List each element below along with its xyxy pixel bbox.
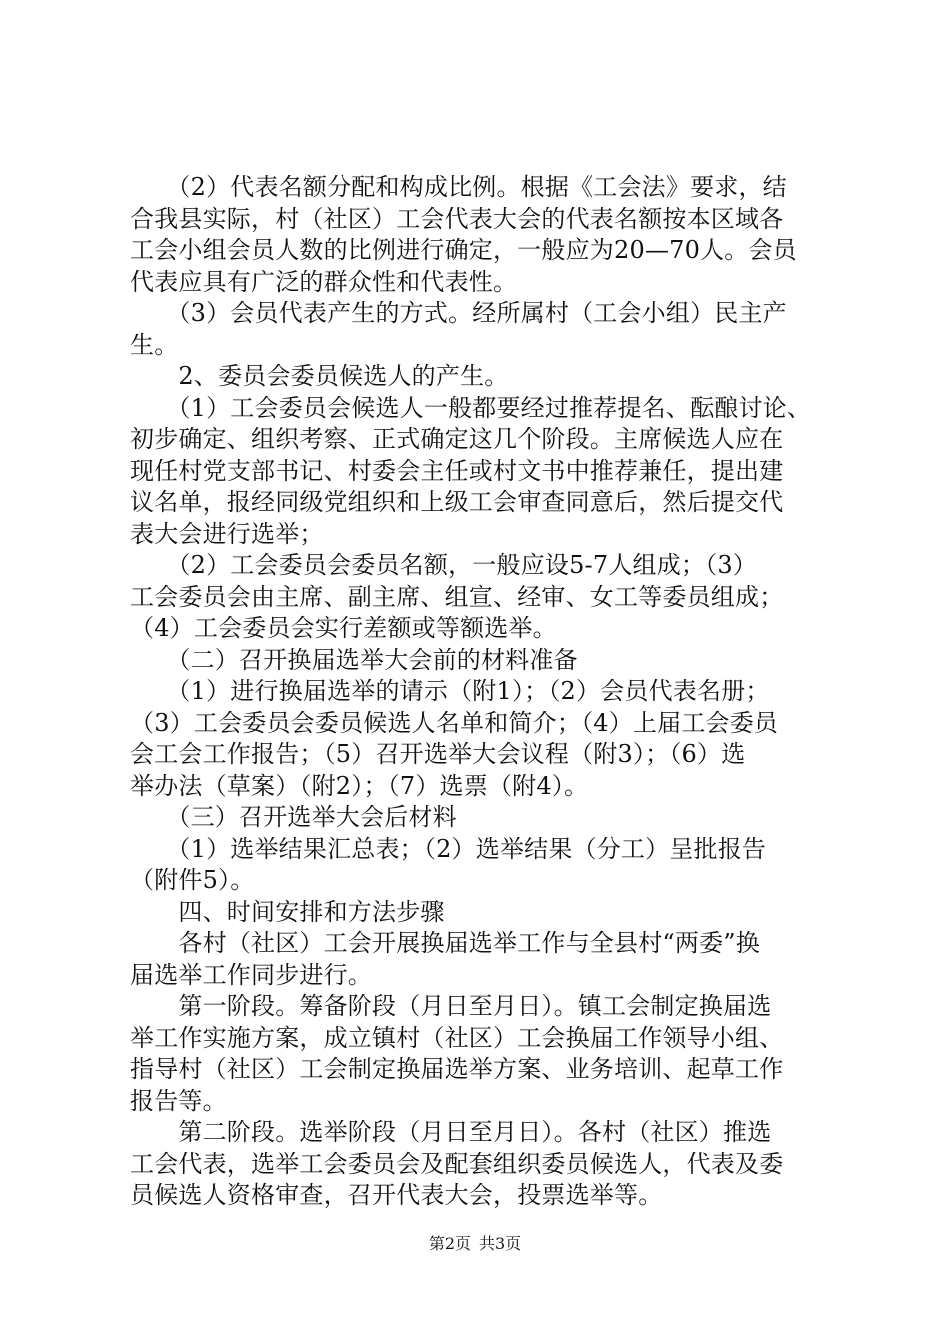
text-line: 各村（社区）工会开展换届选举工作与全县村“两委”换	[130, 929, 760, 957]
text-line: 四、时间安排和方法步骤	[130, 897, 445, 926]
page-footer	[0, 1233, 950, 1255]
page-total: 共3页	[479, 1234, 522, 1253]
text-line: 合我县实际，村（社区）工会代表大会的代表名额按本区域各	[130, 204, 784, 233]
text-line: 会工会工作报告；（5）召开选举大会议程（附3）；（6）选	[130, 740, 746, 768]
text-line: 第二阶段。选举阶段（月日至月日）。各村（社区）推选	[130, 1118, 772, 1146]
text-line: 代表应具有广泛的群众性和代表性。	[130, 267, 518, 296]
text-line: 议名单，报经同级党组织和上级工会审查同意后，然后提交代	[130, 488, 784, 516]
text-line: （1）工会委员会候选人一般都要经过推荐提名、酝酿讨论、	[130, 393, 812, 422]
text-line: （4）工会委员会实行差额或等额选举。	[130, 614, 557, 642]
text-line: 2、委员会委员候选人的产生。	[130, 362, 509, 390]
text-line: （1）选举结果汇总表；（2）选举结果（分工）呈批报告	[130, 834, 767, 863]
text-line: （2）代表名额分配和构成比例。根据《工会法》要求，结	[130, 173, 787, 201]
text-line: （3）工会委员会委员候选人名单和简介；（4）上届工会委员	[130, 708, 779, 737]
text-line: 举工作实施方案，成立镇村（社区）工会换届工作领导小组、	[130, 1023, 784, 1052]
text-line: （3）会员代表产生的方式。经所属村（工会小组）民主产	[130, 299, 787, 327]
text-line: （2）工会委员会委员名额，一般应设5-7人组成；（3）	[130, 551, 757, 579]
text-line: 生。	[130, 330, 179, 359]
document-body	[130, 172, 845, 1212]
text-line: 员候选人资格审查，召开代表大会，投票选举等。	[130, 1181, 663, 1209]
text-line: 工会小组会员人数的比例进行确定，一般应为20—70人。会员	[130, 236, 797, 264]
text-line: 届选举工作同步进行。	[130, 960, 372, 989]
text-line: 表大会进行选举；	[130, 519, 324, 548]
text-line: （二）召开换届选举大会前的材料准备	[130, 645, 578, 674]
text-line: （1）进行换届选举的请示（附1）；（2）会员代表名册；	[130, 677, 770, 705]
page-number: 第2页	[428, 1234, 471, 1253]
text-line: 指导村（社区）工会制定换届选举方案、业务培训、起草工作	[130, 1055, 784, 1083]
text-line: 工会代表，选举工会委员会及配套组织委员候选人，代表及委	[130, 1149, 784, 1178]
text-line: （三）召开选举大会后材料	[130, 803, 457, 831]
text-line: 初步确定、组织考察、正式确定这几个阶段。主席候选人应在	[130, 425, 784, 453]
text-line: 现任村党支部书记、村委会主任或村文书中推荐兼任，提出建	[130, 456, 784, 485]
text-line: 第一阶段。筹备阶段（月日至月日）。镇工会制定换届选	[130, 992, 772, 1020]
text-line: 举办法（草案）（附2）；（7）选票（附4）。	[130, 771, 589, 800]
text-line: （附件5）。	[130, 866, 255, 894]
text-line: 工会委员会由主席、副主席、组宣、经审、女工等委员组成；	[130, 582, 784, 611]
text-line: 报告等。	[130, 1086, 227, 1115]
